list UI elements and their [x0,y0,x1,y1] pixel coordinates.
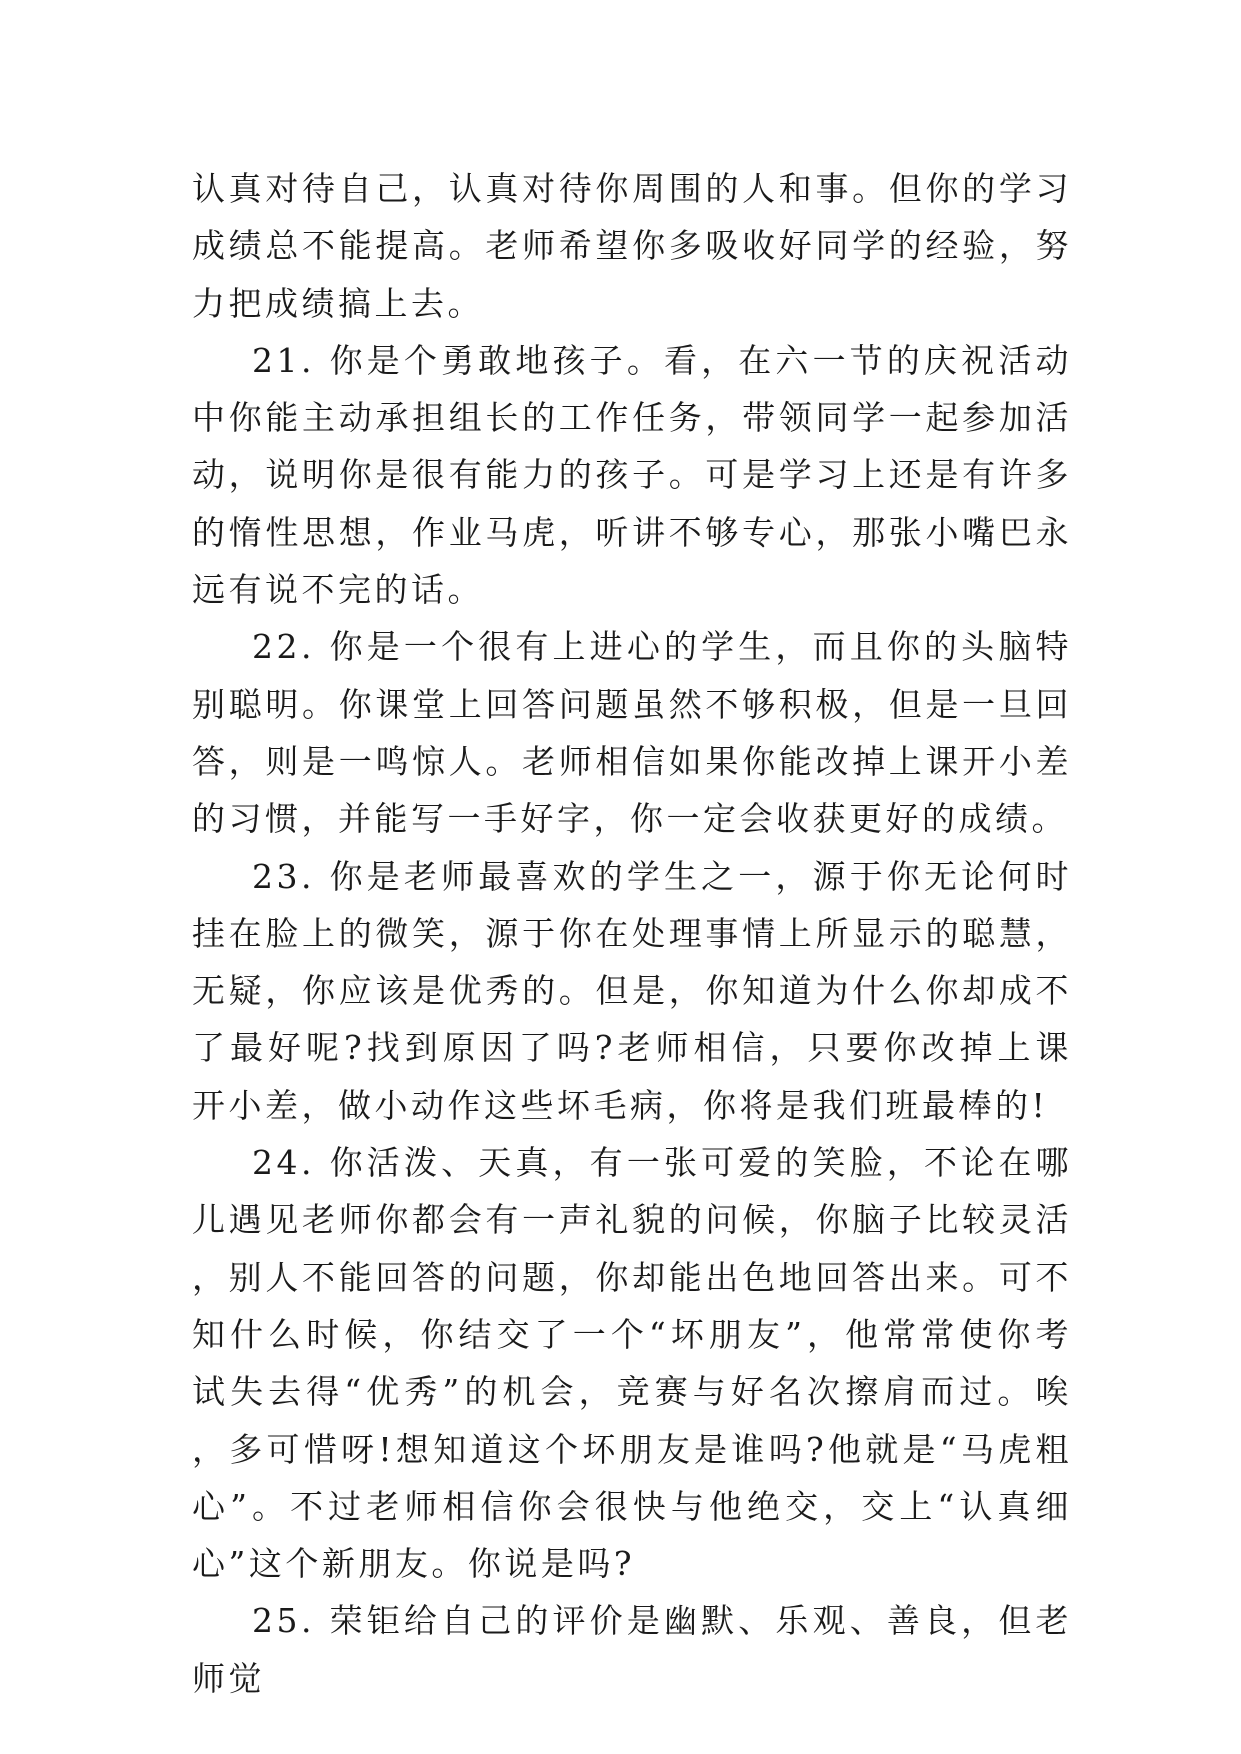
document-body [192,160,1072,1707]
paragraph-item-21: 21. 你是个勇敢地孩子。看，在六一节的庆祝活动中你能主动承担组长的工作任务，带领同学一起参加活动，说明你是很有能力的孩子。可是学习上还是有许多的惰性思想，作业马虎，听讲不够专心，那张小嘴巴永远有说不完的话。 [192,340,1072,610]
paragraph-item-25: 25. 荣钜给自己的评价是幽默、乐观、善良，但老师觉 [192,1601,1072,1698]
paragraph-item-24: 24. 你活泼、天真，有一张可爱的笑脸，不论在哪儿遇见老师你都会有一声礼貌的问候，你脑子比较灵活，别人不能回答的问题，你却能出色地回答出来。可不知什么时候，你结交了一个“坏朋友”，他常常使你考试失去得“优秀”的机会，竞赛与好名次擦肩而过。唉，多可惜呀!想知道这个坏朋友是谁吗?他就是“马虎粗心”。不过老师相信你会很快与他绝交，交上“认真细心”这个新朋友。你说是吗? [192,1143,1072,1584]
paragraph-item-23: 23. 你是老师最喜欢的学生之一，源于你无论何时挂在脸上的微笑，源于你在处理事情上所显示的聪慧，无疑，你应该是优秀的。但是，你知道为什么你却成不了最好呢?找到原因了吗?老师相信，只要你改掉上课开小差，做小动作这些坏毛病，你将是我们班最棒的! [192,856,1072,1125]
paragraph-item-22: 22. 你是一个很有上进心的学生，而且你的头脑特别聪明。你课堂上回答问题虽然不够积极，但是一旦回答，则是一鸣惊人。老师相信如果你能改掉上课开小差的习惯，并能写一手好字，你一定会收获更好的成绩。 [192,627,1072,839]
paragraph-continuation: 认真对待自己，认真对待你周围的人和事。但你的学习成绩总不能提高。老师希望你多吸收好同学的经验，努力把成绩搞上去。 [192,169,1072,323]
